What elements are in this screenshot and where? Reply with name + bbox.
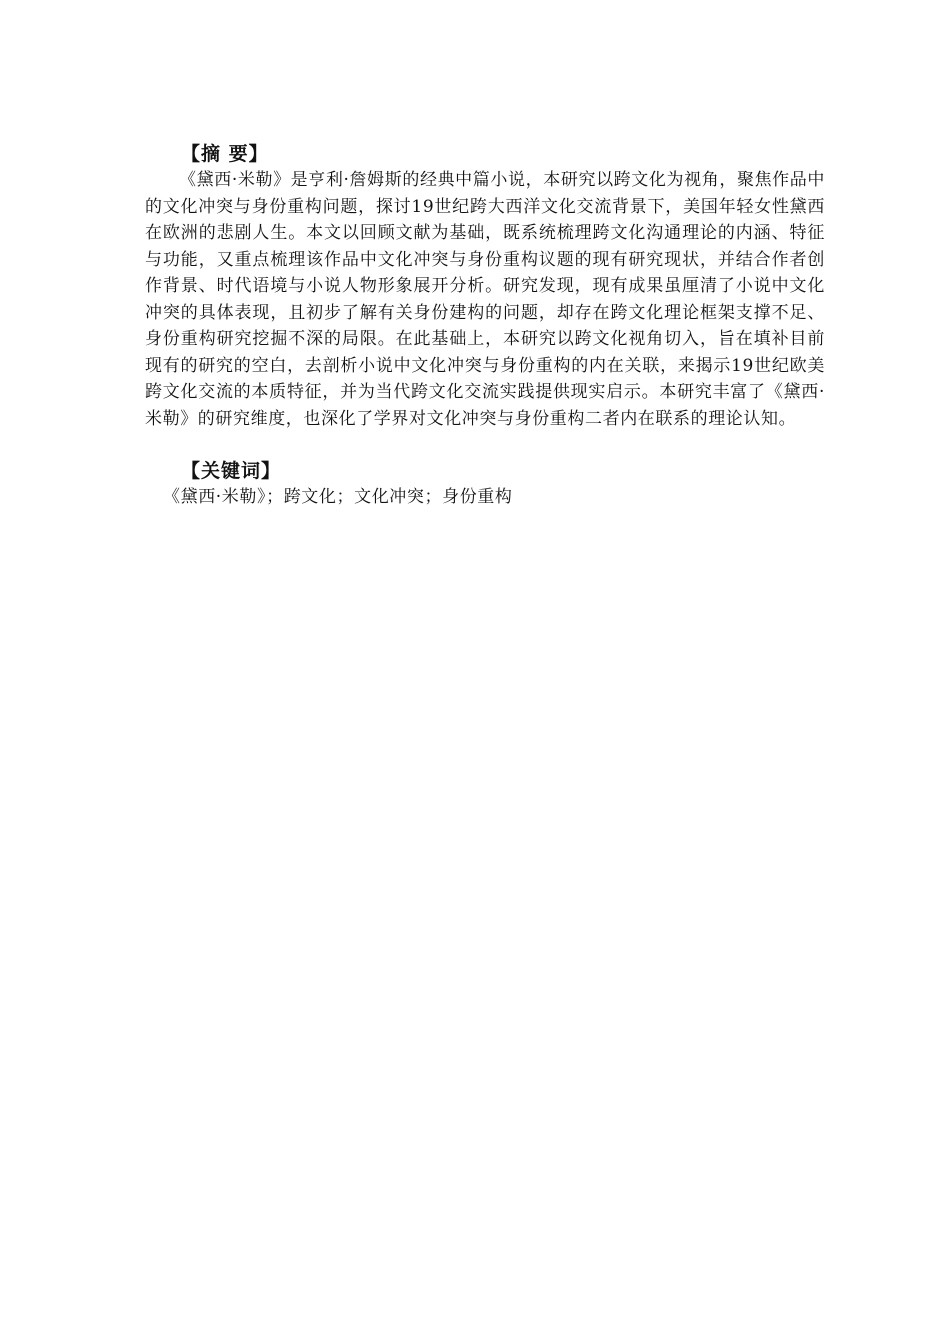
keywords-text: 《黛西·米勒》；跨文化；文化冲突；身份重构 xyxy=(163,487,513,507)
abstract-heading: 【摘 要】 xyxy=(181,143,269,165)
abstract-body: 《黛西·米勒》是亨利·詹姆斯的经典中篇小说，本研究以跨文化为视角，聚焦作品中的文化冲突与身份重构问题，探讨19世纪跨大西洋文化交流背景下，美国年轻女性黛西在欧洲的悲剧人生。本文以回顾文献为基础，既系统梳理跨文化沟通理论的内涵、特征与功能，又重点梳理该作品中文化冲突与身份重构议题的现有研究现状，并结合作者创作背景、时代语境与小说人物形象展开分析。研究发现，现有成果虽厘清了小说中文化冲突的具体表现，且初步了解有关身份建构的问题，却存在跨文化理论框架支撑不足、身份重构研究挖掘不深的局限。在此基础上，本研究以跨文化视角切入，旨在填补目前现有的研究的空白，去剖析小说中文化冲突与身份重构的内在关联，来揭示19世纪欧美跨文化交流的本质特征，并为当代跨文化交流实践提供现实启示。本研究丰富了《黛西·米勒》的研究维度，也深化了学界对文化冲突与身份重构二者内在联系的理论认知。 xyxy=(145,170,825,429)
document-page xyxy=(145,141,825,511)
abstract-section xyxy=(145,141,825,432)
keywords-section xyxy=(145,458,825,511)
keywords-heading: 【关键词】 xyxy=(181,460,282,482)
